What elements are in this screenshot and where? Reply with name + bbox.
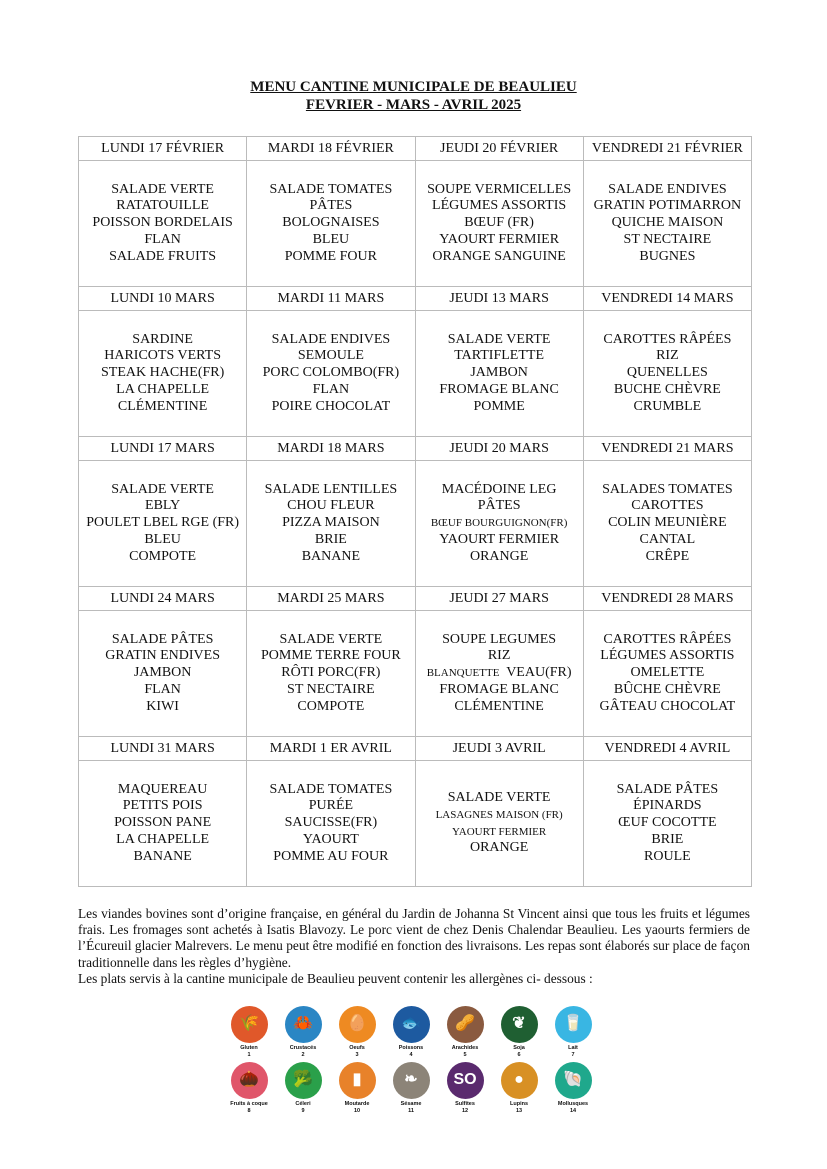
milk-icon: 🥛 [555, 1006, 592, 1043]
day-header-row [79, 137, 752, 161]
menu-item: LÉGUMES ASSORTIS [432, 198, 567, 214]
day-header: MARDI 25 MARS [247, 587, 415, 611]
title-line-2: FEVRIER - MARS - AVRIL 2025 [305, 97, 522, 113]
menu-item: PORC COLOMBO(FR) [262, 365, 400, 381]
menu-item: EBLY [145, 498, 181, 514]
wheat-icon: 🌾 [231, 1006, 268, 1043]
menu-item: SALADES TOMATES [602, 481, 733, 497]
day-header: MARDI 18 MARS [247, 437, 415, 461]
day-header-row [79, 287, 752, 311]
day-header: JEUDI 20 FÉVRIER [415, 137, 583, 161]
day-header: MARDI 18 FÉVRIER [247, 137, 415, 161]
menu-item: RATATOUILLE [116, 198, 209, 214]
day-header: JEUDI 13 MARS [415, 287, 583, 311]
day-header: LUNDI 10 MARS [79, 287, 247, 311]
allergen-8 [222, 1062, 276, 1114]
allergen-number: 1 [247, 1051, 251, 1058]
allergen-label: Sésame [400, 1101, 422, 1107]
day-menu [583, 311, 751, 437]
menu-item: SALADE VERTE [111, 181, 214, 197]
menu-item: GRATIN POTIMARRON [593, 198, 742, 214]
menu-item-text: VEAU(FR) [506, 665, 572, 681]
menu-item: COLIN MEUNIÈRE [608, 515, 727, 531]
menu-item: POMME AU FOUR [273, 848, 389, 864]
menu-item: CHOU FLEUR [287, 498, 375, 514]
menu-item: LA CHAPELLE [116, 831, 210, 847]
day-menu [583, 161, 751, 287]
day-menu [583, 461, 751, 587]
menu-item: ORANGE [469, 548, 529, 564]
day-header: MARDI 11 MARS [247, 287, 415, 311]
menu-item: RIZ [487, 648, 511, 664]
day-header: JEUDI 3 AVRIL [415, 737, 583, 761]
menu-item: SALADE VERTE [111, 481, 214, 497]
menu-item: SOUPE LEGUMES [442, 631, 557, 647]
day-menu [247, 461, 415, 587]
allergen-number: 13 [515, 1107, 523, 1114]
menu-item-text: LASAGNES MAISON (FR) [435, 808, 563, 821]
notes [78, 906, 750, 987]
allergen-label: Moutarde [344, 1101, 370, 1107]
menu-item: GRATIN ENDIVES [105, 648, 220, 664]
menu-item: ÉPINARDS [633, 798, 702, 814]
menu-item: BUGNES [639, 248, 696, 264]
allergen-13 [492, 1062, 546, 1114]
day-header: VENDREDI 28 MARS [583, 587, 751, 611]
sesame-icon: ❧ [393, 1062, 430, 1099]
menu-item: QUENELLES [626, 365, 708, 381]
allergen-number: 6 [517, 1051, 521, 1058]
menu-row [79, 461, 752, 587]
menu-item: GÂTEAU CHOCOLAT [599, 698, 736, 714]
allergen-label: Mollusques [557, 1101, 589, 1107]
peanut-icon: 🥜 [447, 1006, 484, 1043]
day-header: LUNDI 17 FÉVRIER [79, 137, 247, 161]
day-header-row [79, 587, 752, 611]
day-menu [247, 611, 415, 737]
menu-item: YAOURT [302, 831, 359, 847]
allergen-number: 8 [247, 1107, 251, 1114]
menu-item: YAOURT FERMIER [439, 531, 560, 547]
day-header: LUNDI 24 MARS [79, 587, 247, 611]
menu-item: CRÊPE [645, 548, 690, 564]
menu-item: RIZ [656, 348, 679, 364]
menu-item: BLEU [312, 231, 350, 247]
day-menu [79, 611, 247, 737]
menu-item: PIZZA MAISON [282, 515, 380, 531]
day-header: VENDREDI 21 MARS [583, 437, 751, 461]
menu-item: JAMBON [470, 365, 528, 381]
menu-item: LÉGUMES ASSORTIS [600, 648, 735, 664]
menu-item [416, 665, 583, 682]
menu-item-text: BLANQUETTE [426, 667, 500, 680]
menu-item: CAROTTES RÂPÉES [603, 631, 732, 647]
menu-item [416, 824, 583, 841]
menu-item: SALADE TOMATES [269, 181, 393, 197]
allergen-number: 10 [353, 1107, 361, 1114]
day-menu [79, 461, 247, 587]
menu-item: BŒUF (FR) [464, 215, 534, 231]
day-header: VENDREDI 21 FÉVRIER [583, 137, 751, 161]
fish-icon: 🐟 [393, 1006, 430, 1043]
menu-item: CAROTTES RÂPÉES [603, 331, 732, 347]
title-line-1: MENU CANTINE MUNICIPALE DE BEAULIEU [250, 79, 577, 95]
allergen-number: 12 [461, 1107, 469, 1114]
allergen-label: Poissons [398, 1045, 424, 1051]
allergen-label: Arachides [451, 1045, 479, 1051]
menu-item: SALADE LENTILLES [264, 481, 398, 497]
allergen-number: 7 [571, 1051, 575, 1058]
menu-item: POISSON PANE [114, 815, 212, 831]
day-header: JEUDI 20 MARS [415, 437, 583, 461]
menu-item: CRUMBLE [633, 398, 702, 414]
menu-item: CLÉMENTINE [454, 698, 544, 714]
menu-item: PÂTES [477, 498, 521, 514]
menu-item: ROULE [644, 848, 691, 864]
allergen-label: Lupins [509, 1101, 529, 1107]
menu-item: PÂTES [309, 198, 353, 214]
day-header: VENDREDI 14 MARS [583, 287, 751, 311]
allergen-9 [276, 1062, 330, 1114]
menu-item: SALADE PÂTES [111, 631, 214, 647]
day-menu [583, 761, 751, 887]
menu-item: KIWI [146, 698, 179, 714]
allergen-number: 14 [569, 1107, 577, 1114]
allergen-14 [546, 1062, 600, 1114]
menu-item: BLEU [144, 531, 181, 547]
day-menu [247, 311, 415, 437]
menu-item-text: BŒUF BOURGUIGNON(FR) [430, 517, 568, 530]
menu-item: TARTIFLETTE [454, 348, 545, 364]
menu-item: FROMAGE BLANC [439, 681, 559, 697]
allergen-1 [222, 1006, 276, 1058]
menu-item: SOUPE VERMICELLES [427, 181, 572, 197]
menu-item: SEMOULE [297, 348, 364, 364]
menu-row [79, 311, 752, 437]
menu-item: QUICHE MAISON [611, 215, 724, 231]
allergen-label: Gluten [240, 1045, 258, 1051]
allergen-label: Céleri [295, 1101, 311, 1107]
menu-item: BANANE [133, 848, 192, 864]
egg-icon: 🥚 [339, 1006, 376, 1043]
day-header: JEUDI 27 MARS [415, 587, 583, 611]
menu-item: STEAK HACHE(FR) [100, 365, 225, 381]
menu-item: MACÉDOINE LEG [441, 481, 557, 497]
allergen-number: 3 [355, 1051, 359, 1058]
menu-item: SALADE VERTE [447, 789, 551, 805]
menu-item: SALADE VERTE [279, 631, 383, 647]
menu-item: FROMAGE BLANC [439, 381, 559, 397]
menu-item: CAROTTES [631, 498, 704, 514]
menu-row [79, 761, 752, 887]
menu-item-text: YAOURT FERMIER [452, 825, 547, 838]
menu-row [79, 161, 752, 287]
day-header: MARDI 1 ER AVRIL [247, 737, 415, 761]
soy-icon: ❦ [501, 1006, 538, 1043]
menu-item: RÔTI PORC(FR) [281, 665, 381, 681]
menu-item: SARDINE [132, 331, 193, 347]
allergen-3 [330, 1006, 384, 1058]
menu-item: BUCHE CHÈVRE [613, 381, 721, 397]
allergen-number: 4 [409, 1051, 413, 1058]
menu-item: PURÉE [308, 798, 354, 814]
menu-item: POIRE CHOCOLAT [271, 398, 391, 414]
allergen-legend [222, 1006, 607, 1114]
day-menu [415, 311, 583, 437]
menu-item: POULET LBEL RGE (FR) [86, 515, 240, 531]
day-menu [247, 161, 415, 287]
allergen-7 [546, 1006, 600, 1058]
menu-item: CANTAL [639, 531, 696, 547]
day-menu [415, 461, 583, 587]
menu-item: SALADE ENDIVES [608, 181, 727, 197]
allergen-6 [492, 1006, 546, 1058]
menu-table [78, 136, 752, 887]
menu-item: OMELETTE [630, 665, 705, 681]
menu-item: CLÉMENTINE [117, 398, 208, 414]
day-header-row [79, 737, 752, 761]
menu-item: SALADE PÂTES [616, 781, 719, 797]
menu-item: ORANGE SANGUINE [432, 248, 566, 264]
menu-item: SALADE TOMATES [269, 781, 393, 797]
day-menu [415, 161, 583, 287]
menu-item: BRIE [651, 831, 684, 847]
allergen-11 [384, 1062, 438, 1114]
menu-item: POMME [473, 398, 525, 414]
menu-item: ST NECTAIRE [287, 681, 375, 697]
menu-item: SALADE VERTE [447, 331, 551, 347]
allergen-12 [438, 1062, 492, 1114]
day-menu [583, 611, 751, 737]
day-menu [415, 761, 583, 887]
day-menu [247, 761, 415, 887]
menu-row [79, 611, 752, 737]
celery-icon: 🥦 [285, 1062, 322, 1099]
menu-item: POISSON BORDELAIS [92, 215, 233, 231]
menu-item: BANANE [301, 548, 361, 564]
menu-item: COMPOTE [297, 698, 365, 714]
allergen-label: Fruits à coque [230, 1101, 268, 1107]
day-header-row [79, 437, 752, 461]
menu-item: BÛCHE CHÈVRE [613, 681, 721, 697]
allergen-number: 9 [301, 1107, 305, 1114]
menu-item [416, 807, 583, 824]
allergen-5 [438, 1006, 492, 1058]
allergen-label: Soja [513, 1045, 525, 1051]
menu-item: FLAN [312, 381, 350, 397]
allergen-number: 11 [408, 1107, 414, 1114]
crab-icon: 🦀 [285, 1006, 322, 1043]
allergen-label: Sulfites [455, 1101, 475, 1107]
allergen-4 [384, 1006, 438, 1058]
lupin-icon: ● [501, 1062, 538, 1099]
menu-item: ST NECTAIRE [623, 231, 712, 247]
allergen-label: Oeufs [349, 1045, 365, 1051]
menu-item: ORANGE [469, 840, 529, 856]
menu-item: MAQUEREAU [117, 781, 208, 797]
day-menu [79, 761, 247, 887]
menu-item: POMME FOUR [284, 248, 377, 264]
sulfites-icon: SO [447, 1062, 484, 1099]
allergen-label: Lait [568, 1045, 578, 1051]
allergen-2 [276, 1006, 330, 1058]
day-header: LUNDI 17 MARS [79, 437, 247, 461]
notes-origin: Les viandes bovines sont d’origine française, en général du Jardin de Johanna St Vincent ainsi que tous les fruits et légumes frais. Les fromages sont achetés à Isatis Blavozy. Le porc vient de chez Denis Chalendar Beaulieu. Les yaourts fermiers de l’Écureuil glacier Malrevers. Le menu peut être modifié en fonction des livraisons. Les repas sont élaborés sur place de façon traditionnelle dans les règles d’hygiène. [78, 906, 750, 970]
allergen-10 [330, 1062, 384, 1114]
nut-icon: 🌰 [231, 1062, 268, 1099]
day-menu [79, 311, 247, 437]
menu-item: YAOURT FERMIER [439, 231, 560, 247]
day-header: LUNDI 31 MARS [79, 737, 247, 761]
menu-item: SALADE ENDIVES [271, 331, 391, 347]
menu-item: SALADE FRUITS [109, 248, 217, 264]
menu-item: BRIE [314, 531, 347, 547]
menu-item: FLAN [144, 231, 181, 247]
menu-item: PETITS POIS [122, 798, 203, 814]
menu-item: POMME TERRE FOUR [260, 648, 401, 664]
menu-item: HARICOTS VERTS [104, 348, 221, 364]
menu-item: LA CHAPELLE [116, 381, 210, 397]
allergen-number: 2 [301, 1051, 305, 1058]
menu-item [416, 515, 583, 532]
day-header: VENDREDI 4 AVRIL [583, 737, 751, 761]
allergen-label: Crustacés [289, 1045, 317, 1051]
shell-icon: 🐚 [555, 1062, 592, 1099]
menu-item: FLAN [144, 681, 181, 697]
mustard-icon: ▮ [339, 1062, 376, 1099]
menu-item: JAMBON [133, 665, 192, 681]
day-menu [415, 611, 583, 737]
day-menu [79, 161, 247, 287]
notes-allergens-intro: Les plats servis à la cantine municipale de Beaulieu peuvent contenir les allergènes ci- dessous : [78, 970, 593, 986]
allergen-number: 5 [463, 1051, 467, 1058]
menu-item: ŒUF COCOTTE [618, 815, 717, 831]
menu-item: COMPOTE [129, 548, 197, 564]
menu-item: SAUCISSE(FR) [284, 815, 378, 831]
menu-item: BOLOGNAISES [282, 215, 380, 231]
